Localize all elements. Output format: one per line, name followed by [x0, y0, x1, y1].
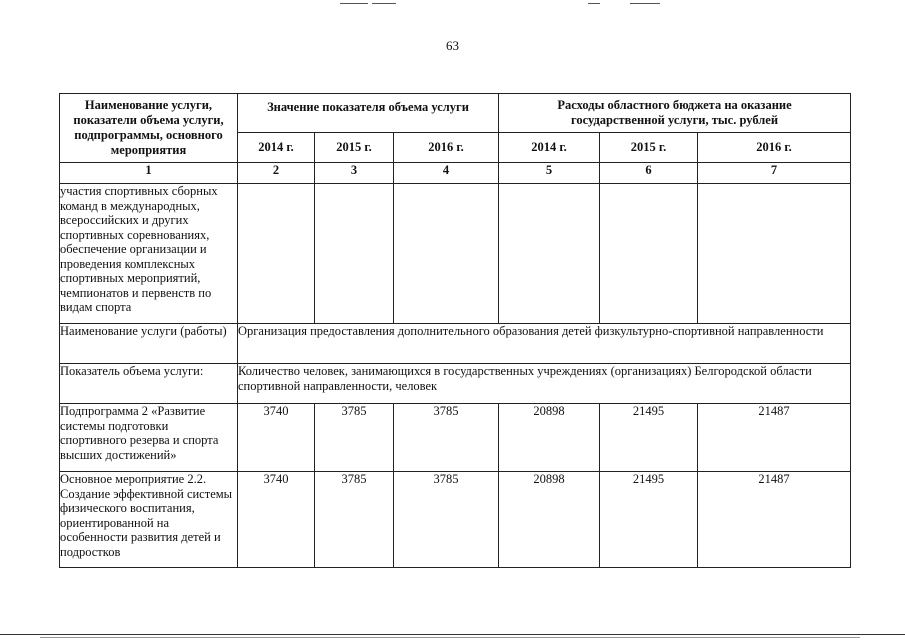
table-row — [60, 184, 851, 324]
table-row — [60, 404, 851, 472]
scan-bottom-edge — [0, 634, 905, 635]
row-value: 21487 — [698, 472, 851, 568]
column-number: 2 — [238, 163, 315, 184]
row-value — [394, 184, 499, 324]
service-name-label: Наименование услуги (работы) — [60, 324, 238, 364]
indicator-value: Количество человек, занимающихся в государственных учреждениях (организациях) Белгородской области спортивной направленности, человек — [238, 364, 851, 404]
row-value — [499, 184, 600, 324]
row-value: 3785 — [394, 472, 499, 568]
column-number: 5 — [499, 163, 600, 184]
row-name: Подпрограмма 2 «Развитие системы подготовки спортивного резерва и спорта высших достижений» — [60, 404, 238, 472]
row-value: 20898 — [499, 404, 600, 472]
header-year: 2016 г. — [394, 133, 499, 163]
scan-bottom-edge-faint — [40, 637, 860, 638]
header-year: 2014 г. — [499, 133, 600, 163]
header-budget-group: Расходы областного бюджета на оказание государственной услуги, тыс. рублей — [499, 94, 851, 133]
header-year: 2015 г. — [600, 133, 698, 163]
row-name: участия спортивных сборных команд в международных, всероссийских и других спортивных соревнованиях, обеспечение организации и проведения комплексных спортивных мероприятий, чемпионатов и первенств по видам спорта — [60, 184, 238, 324]
row-value — [600, 184, 698, 324]
column-number: 1 — [60, 163, 238, 184]
header-name-column: Наименование услуги, показатели объема услуги, подпрограммы, основного мероприятия — [60, 94, 238, 163]
row-name: Основное мероприятие 2.2. Создание эффективной системы физического воспитания, ориентированной на особенности развития детей и подростков — [60, 472, 238, 568]
budget-table — [59, 93, 851, 568]
page-number: 63 — [446, 38, 459, 53]
row-value — [238, 184, 315, 324]
service-name-value: Организация предоставления дополнительного образования детей физкультурно-спортивной направленности — [238, 324, 851, 364]
column-number: 4 — [394, 163, 499, 184]
row-value: 3785 — [394, 404, 499, 472]
row-value: 3740 — [238, 404, 315, 472]
row-value — [315, 184, 394, 324]
row-value: 21495 — [600, 404, 698, 472]
table-row — [60, 472, 851, 568]
row-value: 20898 — [499, 472, 600, 568]
service-name-row — [60, 324, 851, 364]
header-year: 2016 г. — [698, 133, 851, 163]
header-year: 2014 г. — [238, 133, 315, 163]
column-number: 7 — [698, 163, 851, 184]
row-value: 3785 — [315, 472, 394, 568]
scan-top-marks — [0, 0, 905, 8]
header-volume-group: Значение показателя объема услуги — [238, 94, 499, 133]
indicator-label: Показатель объема услуги: — [60, 364, 238, 404]
column-number: 3 — [315, 163, 394, 184]
row-value: 3740 — [238, 472, 315, 568]
column-number: 6 — [600, 163, 698, 184]
row-value: 3785 — [315, 404, 394, 472]
row-value — [698, 184, 851, 324]
header-year: 2015 г. — [315, 133, 394, 163]
indicator-row — [60, 364, 851, 404]
row-value: 21487 — [698, 404, 851, 472]
row-value: 21495 — [600, 472, 698, 568]
